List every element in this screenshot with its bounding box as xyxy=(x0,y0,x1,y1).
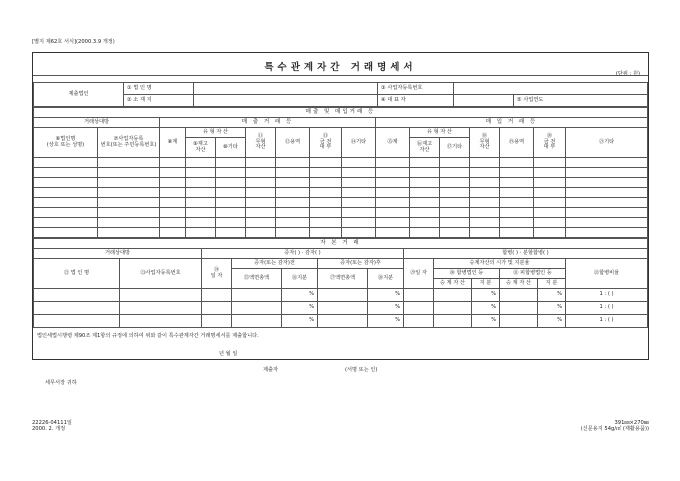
biz-no-label: ③ 사업자등록번호 xyxy=(378,83,454,95)
col-sales-intangible: ⑪ 무형 자산 xyxy=(246,128,276,158)
table-cell[interactable] xyxy=(376,198,410,208)
footer-revision: 2000. 2. 개정 xyxy=(32,426,66,432)
signature-label: (서명 또는 인) xyxy=(345,367,378,373)
table-cell[interactable] xyxy=(276,158,310,168)
table-cell[interactable] xyxy=(186,208,216,218)
col-merged-corp: ㉛ 피합병법인 등 xyxy=(500,269,566,279)
table-cell[interactable] xyxy=(98,168,160,178)
table-cell[interactable] xyxy=(98,208,160,218)
table-cell[interactable] xyxy=(98,218,160,228)
address-label: ② 소 재 지 xyxy=(124,95,194,107)
table-cell[interactable] xyxy=(276,198,310,208)
table-row xyxy=(34,188,648,198)
table-cell[interactable] xyxy=(276,208,310,218)
table-cell[interactable] xyxy=(566,158,648,168)
table-cell[interactable] xyxy=(246,218,276,228)
table-cell[interactable] xyxy=(120,315,202,328)
table-cell[interactable] xyxy=(500,158,534,168)
table-cell[interactable] xyxy=(534,168,566,178)
table-cell[interactable] xyxy=(98,178,160,188)
purchase-header: 매 입 거 래 등 xyxy=(376,118,648,128)
col-sales-total: ⑧계 xyxy=(160,128,186,158)
table-cell[interactable] xyxy=(376,208,410,218)
table-cell[interactable] xyxy=(500,228,534,238)
table-cell[interactable] xyxy=(246,198,276,208)
table-cell[interactable] xyxy=(440,188,470,198)
percent-cell[interactable]: % xyxy=(538,315,566,328)
table-cell[interactable] xyxy=(342,158,376,168)
table-cell[interactable] xyxy=(34,208,98,218)
table-cell[interactable] xyxy=(566,208,648,218)
corp-name-label: ① 법 인 명 xyxy=(124,83,194,95)
table-cell[interactable] xyxy=(276,178,310,188)
table-cell[interactable] xyxy=(534,198,566,208)
col-purchase-intangible: ⑱ 무형 자산 xyxy=(470,128,500,158)
table-cell[interactable] xyxy=(232,302,282,315)
col-merging-corp: ㉚ 합병법인 등 xyxy=(434,269,500,279)
table-cell[interactable] xyxy=(232,289,282,302)
ceo-label: ④ 대 표 자 xyxy=(378,95,454,107)
unit-label: (단위 : 원) xyxy=(615,71,640,77)
table-cell[interactable] xyxy=(376,168,410,178)
table-cell[interactable] xyxy=(500,315,538,328)
table-cell[interactable] xyxy=(470,168,500,178)
table-cell[interactable] xyxy=(34,178,98,188)
ratio-cell[interactable]: 1 : ( ) xyxy=(566,302,648,315)
table-cell[interactable] xyxy=(376,158,410,168)
table-cell[interactable] xyxy=(534,188,566,198)
col-merged-share: 지 분 xyxy=(538,279,566,289)
percent-cell[interactable]: % xyxy=(538,302,566,315)
table-cell[interactable] xyxy=(376,188,410,198)
table-cell[interactable] xyxy=(216,178,246,188)
table-cell[interactable] xyxy=(342,168,376,178)
submit-date: 년 월 일 xyxy=(219,351,238,357)
merger-header: 합병( ) · 분할합병( ) xyxy=(404,249,648,259)
filer-label: 제출법인 xyxy=(34,83,124,107)
table-cell[interactable] xyxy=(470,228,500,238)
table-cell[interactable] xyxy=(566,188,648,198)
col-purchase-tangible-other: ⑰기타 xyxy=(440,138,470,158)
col-sales-tangible: 유 형 자 산 xyxy=(186,128,246,138)
table-cell[interactable] xyxy=(500,188,534,198)
col-merger-ratio: ㉜합병비율 xyxy=(566,259,648,289)
capital-section-title: 자 본 거 래 xyxy=(34,239,648,249)
table-cell[interactable] xyxy=(440,218,470,228)
col-capital-corp-name: ㉒ 법 인 명 xyxy=(34,259,120,289)
table-cell[interactable] xyxy=(534,158,566,168)
table-cell[interactable] xyxy=(160,158,186,168)
table-cell[interactable] xyxy=(410,208,440,218)
col-before-par-total: ㉕액면총액 xyxy=(232,269,282,289)
table-cell[interactable] xyxy=(440,158,470,168)
col-purchase-tangible: 유 형 자 산 xyxy=(410,128,470,138)
table-cell[interactable] xyxy=(566,218,648,228)
declaration-block xyxy=(33,328,648,388)
col-after-share: ㉘지분 xyxy=(368,269,404,289)
table-cell[interactable] xyxy=(98,228,160,238)
table-cell[interactable] xyxy=(216,228,246,238)
capital-rows xyxy=(34,289,648,328)
table-cell[interactable] xyxy=(500,218,534,228)
fiscal-year-label: ⑤ 사업연도 xyxy=(514,95,648,107)
percent-cell[interactable]: % xyxy=(282,302,318,315)
table-row xyxy=(34,302,648,315)
col-market-value-header: 승계자산의 시가 및 지분율 xyxy=(434,259,566,269)
table-cell[interactable] xyxy=(216,218,246,228)
table-cell[interactable] xyxy=(500,302,538,315)
table-cell[interactable] xyxy=(186,178,216,188)
table-cell[interactable] xyxy=(276,218,310,228)
table-cell[interactable] xyxy=(434,302,472,315)
table-cell[interactable] xyxy=(246,178,276,188)
counterparty-header: 거래상대방 xyxy=(34,118,160,128)
table-cell[interactable] xyxy=(310,208,342,218)
percent-cell[interactable]: % xyxy=(368,315,404,328)
table-cell[interactable] xyxy=(470,198,500,208)
table-cell[interactable] xyxy=(534,208,566,218)
percent-cell[interactable]: % xyxy=(282,289,318,302)
col-corp-name: ⑥법인명 (상호 또는 성명) xyxy=(34,128,98,158)
table-cell[interactable] xyxy=(404,315,434,328)
table-cell[interactable] xyxy=(376,218,410,228)
table-cell[interactable] xyxy=(216,208,246,218)
table-cell[interactable] xyxy=(202,302,232,315)
table-cell[interactable] xyxy=(186,198,216,208)
table-cell[interactable] xyxy=(34,228,98,238)
footer-size: 391㎜×270㎜ xyxy=(614,420,649,426)
table-cell[interactable] xyxy=(310,158,342,168)
table-cell[interactable] xyxy=(216,158,246,168)
table-cell[interactable] xyxy=(98,198,160,208)
table-cell[interactable] xyxy=(34,315,120,328)
table-cell[interactable] xyxy=(318,289,368,302)
col-purchase-inventory: ⑯재고 자산 xyxy=(410,138,440,158)
footer-paper: (신문용지 54g/㎡ (재활용품)) xyxy=(580,426,649,432)
col-purchase-total: ⑮계 xyxy=(376,128,410,158)
table-cell[interactable] xyxy=(500,289,538,302)
address-value[interactable] xyxy=(194,95,378,107)
table-cell[interactable] xyxy=(34,168,98,178)
table-cell[interactable] xyxy=(34,158,98,168)
table-cell[interactable] xyxy=(342,218,376,228)
table-cell[interactable] xyxy=(186,188,216,198)
table-cell[interactable] xyxy=(202,315,232,328)
table-cell[interactable] xyxy=(342,188,376,198)
col-sales-tangible-other: ⑩기타 xyxy=(216,138,246,158)
table-cell[interactable] xyxy=(470,188,500,198)
table-cell[interactable] xyxy=(470,178,500,188)
table-cell[interactable] xyxy=(376,178,410,188)
form-number: [별지 제62호 서식](2000.3.9 개정) xyxy=(32,39,115,45)
sales-header: 매 출 거 래 등 xyxy=(160,118,376,128)
table-cell[interactable] xyxy=(534,178,566,188)
table-cell[interactable] xyxy=(440,168,470,178)
table-cell[interactable] xyxy=(500,198,534,208)
table-cell[interactable] xyxy=(534,218,566,228)
table-cell[interactable] xyxy=(434,315,472,328)
table-cell[interactable] xyxy=(276,228,310,238)
col-before-share: ㉖지분 xyxy=(282,269,318,289)
table-cell[interactable] xyxy=(310,228,342,238)
table-cell[interactable] xyxy=(310,198,342,208)
table-row xyxy=(34,218,648,228)
col-sales-service: ⑫용역 xyxy=(276,128,310,158)
table-cell[interactable] xyxy=(246,228,276,238)
table-cell[interactable] xyxy=(342,208,376,218)
col-purchase-loan: ⑳ 금 전 대 부 xyxy=(534,128,566,158)
table-cell[interactable] xyxy=(500,178,534,188)
table-cell[interactable] xyxy=(246,158,276,168)
table-cell[interactable] xyxy=(246,168,276,178)
table-row xyxy=(34,158,648,168)
table-cell[interactable] xyxy=(376,228,410,238)
percent-cell[interactable]: % xyxy=(472,315,500,328)
table-cell[interactable] xyxy=(216,168,246,178)
ceo-value[interactable] xyxy=(454,95,514,107)
table-row xyxy=(34,178,648,188)
table-cell[interactable] xyxy=(342,198,376,208)
table-cell[interactable] xyxy=(310,168,342,178)
table-cell[interactable] xyxy=(500,208,534,218)
biz-no-value[interactable] xyxy=(454,83,648,95)
table-cell[interactable] xyxy=(410,168,440,178)
col-after-par-total: ㉗액면총액 xyxy=(318,269,368,289)
table-cell[interactable] xyxy=(246,188,276,198)
table-row xyxy=(34,168,648,178)
declaration-text: 법인세법시행령 제90조 제1항의 규정에 의하여 위와 같이 특수관계자간 거래명세서를 제출합니다. xyxy=(37,333,259,339)
table-cell[interactable] xyxy=(232,315,282,328)
percent-cell[interactable]: % xyxy=(368,302,404,315)
form-title: 특수관계자간 거래명세서 xyxy=(264,62,417,73)
col-capital-biz-no: ㉓사업자등록번호 xyxy=(120,259,202,289)
submitter-label: 제출자 xyxy=(263,367,279,373)
percent-cell[interactable]: % xyxy=(282,315,318,328)
sales-purchase-rows xyxy=(34,158,648,238)
table-cell[interactable] xyxy=(186,218,216,228)
table-cell[interactable] xyxy=(98,188,160,198)
col-purchase-other: ㉑기타 xyxy=(566,128,648,158)
col-before-header: 증자(또는 감자)전 xyxy=(232,259,318,269)
table-cell[interactable] xyxy=(410,178,440,188)
table-cell[interactable] xyxy=(160,168,186,178)
col-purchase-service: ⑲용역 xyxy=(500,128,534,158)
table-cell[interactable] xyxy=(34,302,120,315)
table-cell[interactable] xyxy=(410,228,440,238)
table-cell[interactable] xyxy=(186,168,216,178)
table-cell[interactable] xyxy=(534,228,566,238)
table-cell[interactable] xyxy=(318,302,368,315)
table-cell[interactable] xyxy=(186,158,216,168)
table-cell[interactable] xyxy=(98,158,160,168)
table-cell[interactable] xyxy=(342,178,376,188)
table-cell[interactable] xyxy=(440,178,470,188)
sales-section-title: 매출 및 매입거래 등 xyxy=(34,108,648,118)
table-cell[interactable] xyxy=(566,228,648,238)
footer-code: 22226-04111일 xyxy=(32,420,72,426)
table-row xyxy=(34,198,648,208)
table-row xyxy=(34,315,648,328)
table-cell[interactable] xyxy=(404,289,434,302)
table-cell[interactable] xyxy=(410,158,440,168)
col-sales-other: ⑭기타 xyxy=(342,128,376,158)
table-cell[interactable] xyxy=(34,218,98,228)
table-cell[interactable] xyxy=(404,302,434,315)
table-cell[interactable] xyxy=(440,208,470,218)
table-cell[interactable] xyxy=(160,228,186,238)
capital-counterparty-header: 거래상대방 xyxy=(34,249,202,259)
sales-purchase-table xyxy=(33,107,648,238)
table-cell[interactable] xyxy=(410,188,440,198)
table-cell[interactable] xyxy=(216,198,246,208)
table-cell[interactable] xyxy=(160,218,186,228)
ratio-cell[interactable]: 1 : ( ) xyxy=(566,289,648,302)
table-cell[interactable] xyxy=(120,302,202,315)
capital-increase-header: 증자( ) · 감자( ) xyxy=(202,249,404,259)
percent-cell[interactable]: % xyxy=(472,289,500,302)
table-cell[interactable] xyxy=(566,178,648,188)
col-sales-loan: ⑬ 금 전 대 부 xyxy=(310,128,342,158)
capital-table xyxy=(33,238,648,328)
table-cell[interactable] xyxy=(410,218,440,228)
col-merger-date: ㉙일 자 xyxy=(404,259,434,289)
table-cell[interactable] xyxy=(120,289,202,302)
filer-info-table xyxy=(33,82,648,107)
table-cell[interactable] xyxy=(410,198,440,208)
table-cell[interactable] xyxy=(160,188,186,198)
table-cell[interactable] xyxy=(434,289,472,302)
col-sales-inventory: ⑨재고 자산 xyxy=(186,138,216,158)
table-cell[interactable] xyxy=(34,188,98,198)
recipient-label: 세무서장 귀하 xyxy=(45,380,77,386)
table-cell[interactable] xyxy=(160,198,186,208)
table-cell[interactable] xyxy=(276,168,310,178)
col-after-header: 증자(또는 감자)후 xyxy=(318,259,404,269)
table-cell[interactable] xyxy=(34,198,98,208)
table-cell[interactable] xyxy=(566,198,648,208)
table-cell[interactable] xyxy=(310,188,342,198)
form-title-row xyxy=(33,53,648,76)
table-cell[interactable] xyxy=(470,218,500,228)
table-cell[interactable] xyxy=(566,168,648,178)
col-merging-asset: 승 계 자 산 xyxy=(434,279,472,289)
table-cell[interactable] xyxy=(310,218,342,228)
table-row xyxy=(34,208,648,218)
table-cell[interactable] xyxy=(470,208,500,218)
table-row xyxy=(34,228,648,238)
table-cell[interactable] xyxy=(440,228,470,238)
percent-cell[interactable]: % xyxy=(538,289,566,302)
table-cell[interactable] xyxy=(160,208,186,218)
table-cell[interactable] xyxy=(500,168,534,178)
table-cell[interactable] xyxy=(202,289,232,302)
table-cell[interactable] xyxy=(186,228,216,238)
percent-cell[interactable]: % xyxy=(368,289,404,302)
col-merged-asset: 승 계 자 산 xyxy=(500,279,538,289)
percent-cell[interactable]: % xyxy=(472,302,500,315)
table-cell[interactable] xyxy=(440,198,470,208)
table-cell[interactable] xyxy=(276,188,310,198)
table-cell[interactable] xyxy=(216,188,246,198)
corp-name-value[interactable] xyxy=(194,83,378,95)
table-cell[interactable] xyxy=(160,178,186,188)
col-merging-share: 지 분 xyxy=(472,279,500,289)
col-capital-date: ㉔ 일 자 xyxy=(202,259,232,289)
table-cell[interactable] xyxy=(342,228,376,238)
table-cell[interactable] xyxy=(246,208,276,218)
table-cell[interactable] xyxy=(318,315,368,328)
transaction-statement-form xyxy=(32,52,649,386)
table-cell[interactable] xyxy=(470,158,500,168)
col-biz-no: ⑦사업자등록 번호(또는 주민등록번호) xyxy=(98,128,160,158)
ratio-cell[interactable]: 1 : ( ) xyxy=(566,315,648,328)
table-cell[interactable] xyxy=(310,178,342,188)
table-row xyxy=(34,289,648,302)
table-cell[interactable] xyxy=(34,289,120,302)
